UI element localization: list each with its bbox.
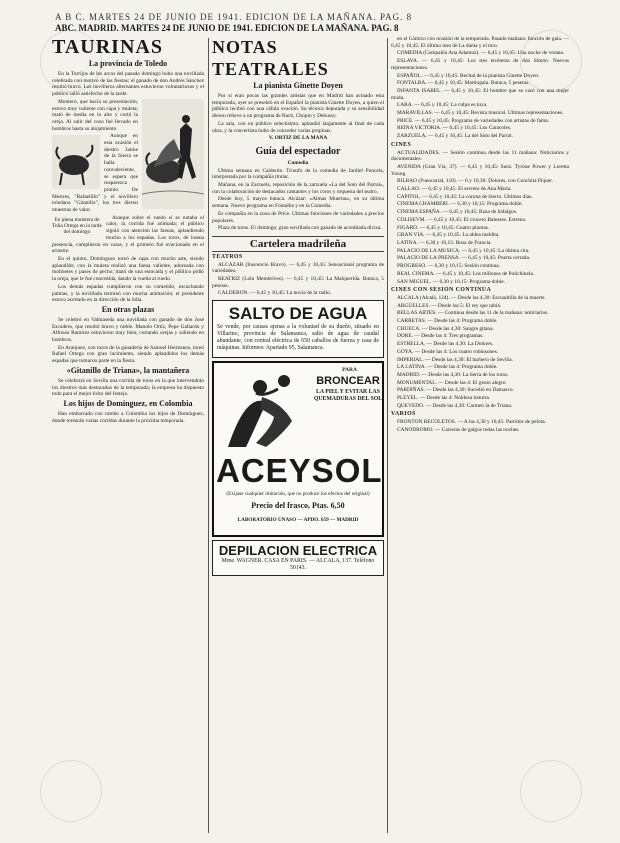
- listing: CHUECA. — Desde las 4,30: Sangre gitana.: [397, 325, 494, 332]
- guia-paragraph: Mañana, en la Zarzuela, reposición de la zarzuela «La del Soto del Parral», con la colaboración de destacados cantantes y los coros y orquesta del teatro.: [212, 182, 384, 195]
- listing: DORE. — Desde las 4: Tres programas.: [397, 333, 484, 340]
- guia-paragraph: Ultima semana en Calderón. Triunfo de la comedia de Jardiel Poncela, interpretada por la compañía titular.: [212, 167, 384, 181]
- listing: PALACIO DE LA PRENSA. — 6,45 y 10,45: Puerta cerrada.: [397, 255, 531, 262]
- listing: ESLAVA. — 6,45 y 10,45: Los tres etcéteras de don Simón. Nuevas representaciones.: [391, 58, 569, 71]
- ad-price: Precio del frasco, Ptas. 6,50: [251, 501, 345, 511]
- cines-heading: CINES: [391, 141, 412, 148]
- listing: IMPERIAL. — Desde las 4,30: El barbero de Sevilla.: [397, 356, 514, 363]
- listing: LATINA. — 6,30 y 10,15: Rosa de Francia.: [397, 239, 492, 246]
- ad-salto-de-agua: [212, 300, 384, 358]
- listing: CALLAO. — 6,45 y 10,45: El secreto de Ana María.: [397, 186, 512, 193]
- ad-title: SALTO DE AGUA: [228, 304, 368, 324]
- article-paragraph: Montero, que hacía su presentación, estuvo muy valiente con capa y muleta; mató de media en lo alto y cortó la oreja. Al salir del coso fué llevado en hombros hasta su alojamiento.: [52, 98, 138, 132]
- running-title-faint: A B C. MARTES 24 DE JUNIO DE 1941. EDICION DE LA MAÑANA. PAG. 8: [55, 12, 413, 22]
- bullfight-illustration: [142, 99, 204, 209]
- column-cartelera: [391, 36, 569, 835]
- article-paragraph: Se celebró en Valmaseda una novillada con ganado de don José Escudero, que resultó bravo y noble. Manolo Ortiz, Pepe Gallardo y Alfonso Ramírez estuvieron muy bien, cortando orejas y saliendo en hombros.: [52, 316, 204, 344]
- ad-aceysol: [212, 361, 384, 537]
- listing: CAPITOL. — 6,45 y 10,45: La corona de hierro. Ultimos días.: [397, 193, 533, 200]
- section-title-notas: NOTAS TEATRALES: [212, 37, 329, 79]
- guia-title: Guía del espectador: [255, 145, 341, 157]
- listing: SAN MIGUEL. — 6,30 y 10,15: Programa doble.: [397, 278, 505, 285]
- listing: PRICE. — 6,45 y 10,45: Programa de variedades con artistas de fama.: [397, 117, 549, 124]
- guia-paragraph: Desde hoy, 5 mayos butaca. Alcázar: «Almas Muertas», en su última semana. Nuevo programa en Fontalba y en la Comedia.: [212, 196, 384, 210]
- subheading-pianista: La pianista Ginette Doyen: [253, 81, 343, 90]
- listing: ESTRELLA. — Desde las 4,30: La Dolores.: [397, 341, 494, 348]
- article-paragraph: Aunque en esta ocasión el diestro Jaime de la Sierra se halla convaleciente, se espera que reaparezca pronto. De Mestres, "Rafaelillo" y el novillero toledano "Gitanillo", los tres dieron muestras de valor.: [52, 133, 138, 214]
- listing: LARA. — 6,45 y 10,45: La culpa es tuya.: [397, 102, 488, 109]
- article-paragraph: En el quinto, Domínguez toreó de capa con mucho arte, siendo aplaudido; con la muleta realizó una faena valiente, adornada con molinetes y pases de pecho; mató de una estocada y el público pidió la oreja, que le fué concedida, dando la vuelta al ruedo.: [52, 255, 204, 283]
- article-paragraph: Por si eran pocas las grandes artistas que en Madrid han actuado esta temporada, ayer se presentó en el Español la pianista Ginette Doyen, a quien el público recibió con una cálida ovación. Su técnica depurada y su sensibilidad dieron relieve a un programa de Bach, Chopin y Debussy.: [212, 93, 384, 120]
- listing: en el Cómico con ocasión de la temporada. Pasado mañana: función de gala. — 6,45 y 10,45: El último mes de La dama y el toro.: [391, 36, 569, 49]
- article-paragraph: Los demás espadas cumplieron con su cometido, escuchando palmas, y la novillada terminó con mucha animación; el presidente estuvo acertado en la dirección de la lidia.: [52, 283, 204, 304]
- listing: ACTUALIDADES. — Sesión continua desde las 11 mañana: Noticiarios y documentales.: [391, 149, 569, 163]
- listing: AVENIDA (Gran Vía, 37). — 6,45 y 10,45: Suez. Tyrone Power y Loretta Young.: [391, 163, 569, 177]
- ad-text: Se vende, por causas ajenas a la voluntad de su dueño, situado en Villarino, provincia de Salamanca, salto de agua de caudal abundante, con central eléctrica de 650 caballos de fuerza y casa de máquinas. Informes: Apartado 95, Salamanca.: [217, 324, 379, 352]
- listing: INFANTA ISABEL. — 6,45 y 10,45: El hombre que se casó con una mujer muda.: [391, 87, 569, 101]
- ad-note: (Exíjase cualquier imitación, que no produce los efectos del original): [226, 491, 370, 498]
- article-paragraph: Se celebrará en Sevilla una corrida de toros en la que intervendrán los diestros más destacados de la temporada; la empresa ha dispuesto todo para el mejor éxito del festejo.: [52, 377, 204, 398]
- ad-broncear: BRONCEAR: [316, 375, 380, 388]
- ad-evitar: LA PIEL Y EVITAR LAS QUEMADURAS DEL SOL: [313, 389, 383, 403]
- listing: CINEMA CHAMBERI. — 6,30 y 10,15: Programa doble.: [397, 201, 523, 208]
- listing: LA LATINA. — Desde las 4: Programa doble.: [397, 364, 498, 371]
- subheading-provincia: La provincia de Toledo: [88, 59, 168, 68]
- guia-paragraph: Es compañía en la zona de Price. Ultimas funciones de variedades a precios populares.: [212, 210, 384, 224]
- article-paragraph: Han embarcado con rumbo a Colombia los hijos de Domínguez, donde torearán varias corridas durante la próxima temporada.: [52, 410, 204, 424]
- illustration-caption: En plena muletera de Toña Ortega en la tarde del domingo: [52, 216, 102, 235]
- listing: BILBAO (Fuencarral, 118). — 6 y 10,30: Dolores, con Conchita Piquer.: [397, 178, 553, 185]
- ad-text: Mme. WAGNER. CASA EN PARIS. — ALCALA, 137. Teléfono 50143.: [221, 558, 375, 571]
- listing: CINEMA ESPAÑA. — 6,45 y 10,45: Raza de hidalgos.: [397, 209, 518, 216]
- ad-title: DEPILACION ELECTRICA: [218, 543, 378, 559]
- subheading-dominguez: Los hijos de Domínguez, en Colombia: [63, 398, 193, 408]
- subheading-gitanillo: «Gitanillo de Triana», la mantañera: [66, 365, 190, 375]
- listing: PARDIÑAS. — Desde las 4,30: Sucedió en Damasco.: [397, 387, 514, 394]
- listing: MONUMENTAL. — Desde las 4: El genio alegre.: [397, 379, 507, 386]
- listing: MARAVILLAS. — 6,45 y 10,45: Revista musical. Ultimas representaciones.: [397, 110, 564, 117]
- listing: CARRETAS. — Desde las 4: Programa doble.: [397, 318, 498, 325]
- listing: CANODROMO. — Carreras de galgos todas las noches.: [397, 426, 520, 433]
- listing: FIGARO. — 6,45 y 10,45: Cuatro plumas.: [397, 224, 490, 231]
- listing: BEATRIZ (Lola Membrives). — 6,45 y 10,45: La Malquerida. Butaca, 5 pesetas.: [212, 276, 384, 289]
- listing: REAL CINEMA. — 6,45 y 10,45: Los millones de Polichinela.: [397, 270, 535, 277]
- column-rule: [387, 38, 388, 833]
- ad-laboratory: LABORATORIO UNASO — APDO. 659 — MADRID: [237, 517, 359, 524]
- listing: ARGÜELLES. — Desde las 5: El rey que rabió.: [397, 302, 502, 309]
- subheading-otras-plazas: En otras plazas: [101, 304, 155, 314]
- listing: PROGRESO. — 6,30 y 10,15: Sesión continua.: [397, 263, 501, 270]
- listing: FONTALBA. — 6,45 y 10,45: Martingala. Butaca, 5 pesetas.: [397, 80, 530, 87]
- listing: CALDERON. — 6,45 y 10,45: La novia de la radio.: [218, 290, 332, 297]
- listing: FRONTON RECOLETOS. — A las 4,30 y 10,45: Partidos de pelota.: [397, 419, 546, 426]
- listing: ALCALA (Alcalá, 124). — Desde las 4,30: Escuadrilla de la muerte.: [397, 294, 546, 301]
- sunbathers-illustration: [218, 367, 310, 451]
- article-signature: V. ORTIZ DE LA MANA: [268, 135, 328, 142]
- guia-subhead: Comedia: [287, 159, 309, 166]
- article-paragraph: En Aranjuez, con toros de la ganadería de Samuel Hermanos, toreó Rafael Ortega con gran lucimiento, siendo aplaudidos los demás espadas que tomaron parte en la fiesta.: [52, 344, 204, 365]
- ad-depilacion: [212, 540, 384, 575]
- listing: QUEVEDO. — Desde las 4,30: Carmen la de Triana.: [397, 402, 513, 409]
- bull-illustration: [52, 135, 100, 189]
- column-rule: [208, 38, 209, 833]
- listing: GOYA. — Desde las 4: Los cuatro robinsones.: [397, 348, 499, 355]
- running-title: ABC. MADRID. MARTES 24 DE JUNIO DE 1941. EDICION DE LA MAÑANA. PAG. 8: [55, 23, 399, 33]
- ad-para: PARA: [342, 367, 357, 374]
- section-title-taurinas: TAURINAS: [52, 36, 163, 58]
- listing: ALCAZAR (Inocencio Bravo). — 6,45 y 10,45: Sensacional programa de variedades.: [212, 261, 384, 275]
- article-paragraph: En la Torrijos de los arcos del pasado domingo hubo una novillada celebrada con motivo de las fiestas; el ganado de don Andrés Sánchez resultó bravo. Los novilleros alternantes estuvieron voluntariosos y el público salió satisfecho de la tarde.: [52, 71, 204, 98]
- ad-brand-aceysol: ACEYSOL: [216, 452, 383, 490]
- listing: COLISEVM. — 6,45 y 10,45: El crucero Baleares. Estreno.: [397, 216, 527, 223]
- varios-heading: VARIOS: [391, 411, 416, 418]
- listing: PALACIO DE LA MUSICA. — 6,45 y 10,45: La última cita.: [397, 247, 530, 254]
- teatros-heading: TEATROS: [212, 253, 243, 260]
- listing: MADRID. — Desde las 4,30: La tierra de los toros.: [397, 371, 509, 378]
- column-notas-teatrales: [212, 36, 384, 835]
- column-taurinas: [52, 36, 204, 835]
- listing: COMEDIA (Compañía Ana Adamuz). — 6,45 y 10,45: Una noche de verano.: [397, 50, 565, 57]
- article-paragraph: Aunque sobre el ruedo sí se notaba el calor, la corrida fué animada; el público siguió con atención las faenas, aplaudiendo mucho a los espadas. Los toros, de buena presencia, cumplieron en varas, y el primero fué ovacionado en el arrastre.: [52, 214, 204, 255]
- listing: ESPAÑOL. — 6,45 y 10,45: Recital de la pianista Ginette Doyen.: [397, 72, 540, 79]
- listing: PLEYEL. — Desde las 4: Nobleza baturra.: [397, 395, 491, 402]
- article-paragraph: La sala, con un público selectísimo, aplaudió largamente al final de cada obra, y la concertista hubo de conceder varias propinas.: [212, 120, 384, 134]
- listing: GRAN VIA. — 6,45 y 10,45: La aldea maldita.: [397, 232, 500, 239]
- guia-paragraph: Plaza de toros. El domingo, gran novillada con ganado de acreditada divisa.: [218, 225, 382, 232]
- sesion-continua-heading: CINES CON SESION CONTINUA: [391, 287, 492, 294]
- listing: ZARZUELA. — 6,45 y 10,45: La del Soto del Parral.: [397, 133, 514, 140]
- listing: REINA VICTORIA. — 6,45 y 10,45: Los Caracoles.: [397, 125, 512, 132]
- cartelera-title: Cartelera madrileña: [212, 236, 384, 252]
- listing: BELLAS ARTES. — Continua desde las 11 de la mañana: noticiarios.: [397, 310, 549, 317]
